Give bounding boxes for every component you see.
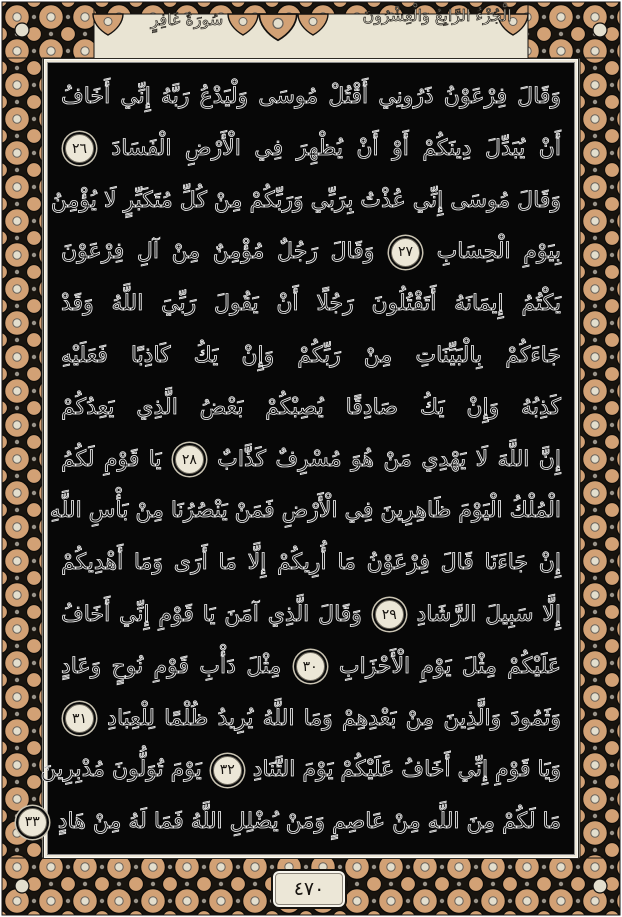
quran-line: عَلَيْكُمْ مِثْلَ يَوْمِ الْأَحْزَابِ ٣٠ مِثْلَ دَأْبِ قَوْمِ نُوحٍ وَعَادٍ bbox=[61, 641, 561, 693]
quran-line: وَقَالَ فِرْعَوْنُ ذَرُونِي أَقْتُلْ مُوسَى وَلْيَدْعُ رَبَّهُ إِنِّي أَخَافُ bbox=[61, 84, 561, 109]
ayah-end-medallion: ٢٩ bbox=[375, 600, 404, 629]
quran-line: بِيَوْمِ الْحِسَابِ ٢٧ وَقَالَ رَجُلٌ مُؤْمِنٌ مِنْ آلِ فِرْعَوْنَ bbox=[61, 226, 561, 278]
quran-line: جَاءَكُمْ بِالْبَيِّنَاتِ مِنْ رَبِّكُمْ وَإِنْ يَكُ كَاذِبًا فَعَلَيْهِ bbox=[61, 342, 561, 368]
ayah-end-medallion: ٢٧ bbox=[391, 238, 420, 267]
quran-line: وَيَا قَوْمِ إِنِّي أَخَافُ عَلَيْكُمْ يَوْمَ التَّنَادِ ٣٢ يَوْمَ تُوَلُّونَ مُدْبِرِينَ bbox=[61, 744, 561, 796]
ayah-end-medallion: ٣٣ bbox=[18, 808, 47, 837]
ayah-end-medallion: ٢٨ bbox=[175, 445, 204, 474]
ayah-end-medallion: ٢٦ bbox=[65, 134, 94, 163]
quran-line: أَنْ يُبَدِّلَ دِينَكُمْ أَوْ أَنْ يُظْهِرَ فِي الْأَرْضِ الْفَسَادَ ٢٦ bbox=[61, 123, 561, 175]
quran-panel bbox=[24, 62, 575, 855]
quran-line: وَثَمُودَ وَالَّذِينَ مِنْ بَعْدِهِمْ وَمَا اللَّهُ يُرِيدُ ظُلْمًا لِلْعِبَادِ ٣١ bbox=[61, 693, 561, 745]
quran-line: مَا لَكُمْ مِنَ اللَّهِ مِنْ عَاصِمٍ وَمَنْ يُضْلِلِ اللَّهُ فَمَا لَهُ مِنْ هَادٍ ٣٣ bbox=[61, 796, 561, 848]
quran-text bbox=[24, 71, 561, 846]
quran-line: كَذِبُهُ وَإِنْ يَكُ صَادِقًا يُصِبْكُمْ بَعْضُ الَّذِي يَعِدُكُمْ bbox=[61, 394, 561, 420]
ayah-end-medallion: ٣١ bbox=[65, 704, 94, 733]
quran-line: يَكْتُمُ إِيمَانَهُ أَتَقْتُلُونَ رَجُلًا أَنْ يَقُولَ رَبِّيَ اللَّهُ وَقَدْ bbox=[61, 291, 561, 317]
quran-line: الْمُلْكُ الْيَوْمَ ظَاهِرِينَ فِي الْأَرْضِ فَمَنْ يَنْصُرُنَا مِنْ بَأْسِ اللَّهِ bbox=[49, 498, 561, 524]
surah-title: سُورَةُ غَافِرٍ bbox=[150, 10, 224, 29]
page-number: ٤٧٠ bbox=[293, 878, 325, 900]
quran-line: إِنْ جَاءَنَا قَالَ فِرْعَوْنُ مَا أُرِيكُمْ إِلَّا مَا أَرَى وَمَا أَهْدِيكُمْ bbox=[61, 550, 561, 576]
quran-line: إِنَّ اللَّهَ لَا يَهْدِي مَنْ هُوَ مُسْرِفٌ كَذَّابٌ ٢٨ يَا قَوْمِ لَكُمُ bbox=[61, 434, 561, 486]
juz-title: الْجُزْءُ الرَّابِعُ وَالْعِشْرُونَ bbox=[362, 6, 512, 25]
page-number-cartouche bbox=[271, 869, 347, 909]
quran-line: وَقَالَ مُوسَى إِنِّي عُذْتُ بِرَبِّي وَرَبِّكُمْ مِنْ كُلِّ مُتَكَبِّرٍ لَا يُؤْمِنُ bbox=[50, 187, 561, 213]
ayah-end-medallion: ٣٢ bbox=[213, 756, 242, 785]
quran-line: إِلَّا سَبِيلَ الرَّشَادِ ٢٩ وَقَالَ الَّذِي آمَنَ يَا قَوْمِ إِنِّي أَخَافُ bbox=[61, 589, 561, 641]
ayah-end-medallion: ٣٠ bbox=[296, 652, 325, 681]
